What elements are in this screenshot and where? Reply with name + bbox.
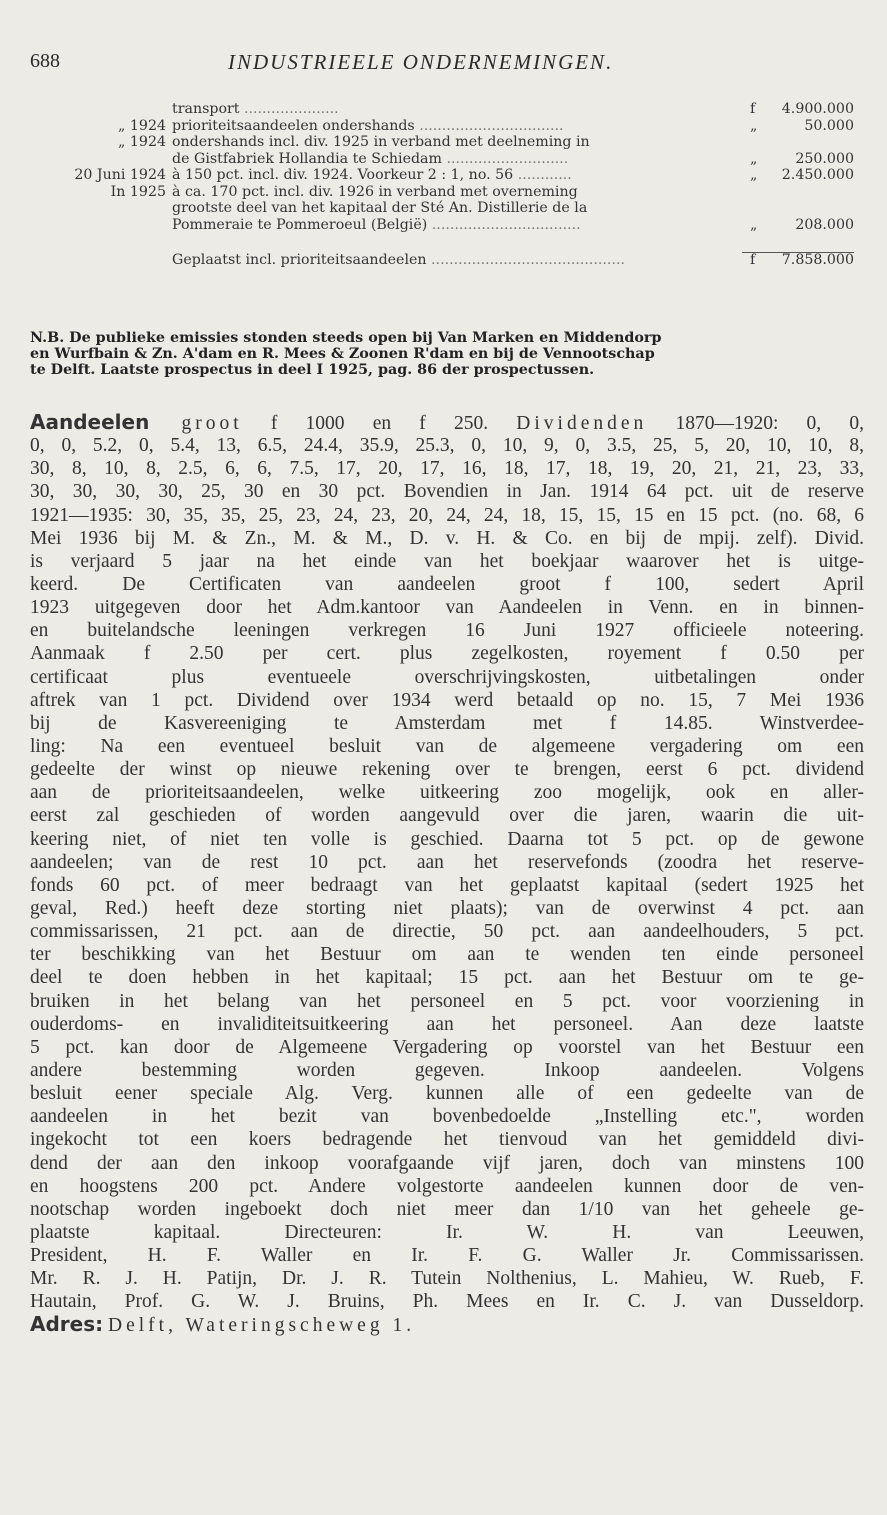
text-line: 30, 8, 10, 8, 2.5, 6, 6, 7.5, 17, 20, 17, 16, 18, 17, 18, 19, 20, 21, 21, 23, 33, — [30, 458, 864, 480]
currency-sign: „ — [750, 216, 758, 233]
currency-sign: f — [750, 101, 756, 117]
ledger-description: à 150 pct. incl. div. 1924. Voorkeur 2 : 1, no. 56 — [172, 167, 514, 183]
text-line: eerst zal geschieden of worden aangevuld over die jaren, waarin die uit- — [30, 805, 864, 827]
ledger-row — [30, 101, 854, 118]
text-line: 1921—1935: 30, 35, 35, 25, 23, 24, 23, 20, 24, 24, 18, 15, 15, 15 en 15 pct. (no. 68, 6 — [30, 504, 864, 526]
text-line: 1923 uitgegeven door het Adm.kantoor van Aandeelen in Venn. en in binnen- — [30, 597, 864, 619]
text-line: Hautain, Prof. G. W. J. Bruins, Ph. Mees en Ir. C. J. van Dusseldorp. — [30, 1291, 864, 1313]
text-line: Aanmaak f 2.50 per cert. plus zegelkosten, royement f 0.50 per — [30, 643, 864, 665]
nota-bene — [30, 330, 864, 378]
currency-sign: „ — [750, 117, 758, 134]
ledger-text — [172, 217, 742, 234]
text-line: aandeelen; van de rest 10 pct. aan het reservefonds (zoodra het reserve- — [30, 851, 864, 873]
ledger-description: à ca. 170 pct. incl. div. 1926 in verband met overneming — [172, 183, 578, 200]
text-line: ling: Na een eventueel besluit van de algemeene vergadering om een — [30, 735, 864, 757]
ledger-description: de Gistfabriek Hollandia te Schiedam — [172, 150, 442, 167]
text-line: aandeelen in het bezit van bovenbedoelde „Instelling etc.", worden — [30, 1106, 864, 1128]
text-line: bij de Kasvereeniging te Amsterdam met f 14.85. Winstverdee- — [30, 712, 864, 734]
text-line: fonds 60 pct. of meer bedraagt van het geplaatst kapitaal (sedert 1925 het — [30, 874, 864, 896]
spaced-word: Dividenden — [516, 413, 648, 434]
ledger-text — [172, 184, 742, 201]
text-line: ingekocht tot een koers bedragende het tienvoud van het gemiddeld divi- — [30, 1129, 864, 1151]
ledger-rows — [30, 101, 854, 233]
text-line: aan de prioriteitsaandeelen, welke uitkeering zoo mogelijk, ook en aller- — [30, 782, 864, 804]
currency-sign: „ — [750, 167, 758, 183]
text-line: 5 pct. kan door de Algemeene Vergadering op voorstel van het Bestuur een — [30, 1036, 864, 1058]
ledger-description: Pommeraie te Pommeroeul (België) — [172, 216, 428, 233]
leader-dots: ........................................... — [431, 252, 625, 268]
text-line: certificaat plus eventueele overschrijvingskosten, uitbetalingen onder — [30, 666, 864, 688]
total-label: Geplaatst incl. prioriteitsaandeelen — [172, 252, 427, 268]
text-line: geval, Red.) heeft deze storting niet plaats); van de overwinst 4 pct. aan — [30, 897, 864, 919]
address-line — [30, 1313, 864, 1336]
text-line: plaatste kapitaal. Directeuren: Ir. W. H. van Leeuwen, — [30, 1221, 864, 1243]
text-line: keerd. De Certificaten van aandeelen groot f 100, sedert April — [30, 573, 864, 595]
text-line: deel te doen hebben in het kapitaal; 15 pct. aan het Bestuur om te ge- — [30, 967, 864, 989]
text-run: groot — [149, 413, 243, 434]
body-lines — [30, 434, 864, 1313]
text-line: ouderdoms- en invaliditeitsuitkeering aan het personeel. Aan deze laatste — [30, 1013, 864, 1035]
amount-value: 208.000 — [795, 216, 854, 233]
address-value: Delft, Wateringscheweg 1. — [108, 1315, 416, 1337]
ledger-row — [30, 200, 854, 217]
ledger-description: ondershands incl. div. 1925 in verband met deelneming in — [172, 134, 590, 150]
currency-sign: „ — [750, 150, 758, 167]
ledger-row — [30, 134, 854, 151]
currency-sign: f — [750, 252, 756, 268]
ledger-row — [30, 118, 854, 135]
text-run: 1870—1920: 0, 0, — [647, 413, 864, 434]
text-line: en hoogstens 200 pct. Andere volgestorte aandeelen kunnen door de ven- — [30, 1175, 864, 1197]
amount-value: 2.450.000 — [781, 167, 854, 183]
ledger-description: grootste deel van het kapitaal der Sté An. Distillerie de la — [172, 200, 588, 216]
ledger-row — [30, 217, 854, 234]
text-line: en buitelandsche leeningen verkregen 16 Juni 1927 officieele noteering. — [30, 620, 864, 642]
ledger-row — [30, 151, 854, 168]
ledger-text — [172, 101, 742, 118]
leader-dots: ................................. — [431, 216, 581, 233]
text-line: Mei 1936 bij M. & Zn., M. & M., D. v. H. & Co. en bij de mpij. zelf). Divid. — [30, 527, 864, 549]
ledger-text — [172, 118, 742, 135]
text-line: President, H. F. Waller en Ir. F. G. Waller Jr. Commissarissen. — [30, 1245, 864, 1267]
text-line: 0, 0, 5.2, 0, 5.4, 13, 6.5, 24.4, 35.9, 25.3, 0, 10, 9, 0, 3.5, 25, 5, 20, 10, 10, 8, — [30, 435, 864, 457]
ledger-date: In 1925 — [110, 183, 166, 200]
ledger-amount — [750, 167, 854, 184]
leader-dots: ..................... — [243, 101, 339, 117]
section-label-aandeelen: Aandeelen — [30, 411, 150, 434]
ledger-text — [172, 134, 742, 151]
ledger-text — [172, 151, 742, 168]
ledger-text — [172, 252, 742, 269]
ledger-row — [30, 167, 854, 184]
ledger-text — [172, 200, 742, 217]
leader-dots: ................................ — [419, 117, 564, 134]
ledger-amount — [750, 118, 854, 135]
section-label-adres: Adres: — [30, 1313, 104, 1337]
leader-dots: ............ — [517, 167, 572, 183]
ledger-description: prioriteitsaandeelen ondershands — [172, 117, 415, 134]
ledger-date: „ 1924 — [118, 134, 166, 150]
ledger-total-row — [30, 252, 854, 269]
text-run: f 1000 en f 250. — [242, 413, 517, 434]
amount-value: 4.900.000 — [781, 101, 854, 117]
running-title: INDUSTRIEELE ONDERNEMINGEN. — [228, 50, 614, 74]
note-line: N.B. De publieke emissies stonden steeds open bij Van Marken en Middendorp — [30, 330, 662, 346]
amount-value: 250.000 — [795, 150, 854, 167]
text-line: aftrek van 1 pct. Dividend over 1934 werd betaald op no. 15, 7 Mei 1936 — [30, 689, 864, 711]
text-line: gedeelte der winst op nieuwe rekening over te brengen, eerst 6 pct. dividend — [30, 759, 864, 781]
amount-value: 50.000 — [804, 117, 854, 134]
leader-dots: ........................... — [446, 150, 569, 167]
text-line: dend der aan den inkoop voorafgaande vijf jaren, doch van minstens 100 — [30, 1152, 864, 1174]
ledger-amount — [750, 101, 854, 118]
ledger-description: transport — [172, 101, 240, 117]
page-number: 688 — [30, 50, 60, 72]
text-line: bruiken in het belang van het personeel en 5 pct. voor voorziening in — [30, 990, 864, 1012]
text-line: andere bestemming worden gegeven. Inkoop aandeelen. Volgens — [30, 1059, 864, 1081]
ledger-amount — [750, 252, 854, 269]
text-line: commissarissen, 21 pct. aan de directie, 50 pct. aan aandeelhouders, 5 pct. — [30, 921, 864, 943]
text-line: besluit eener speciale Alg. Verg. kunnen alle of een gedeelte van de — [30, 1083, 864, 1105]
text-line: is verjaard 5 jaar na het einde van het boekjaar waarover het is uitge- — [30, 550, 864, 572]
text-line — [30, 411, 864, 434]
ledger-date: 20 Juni 1924 — [74, 167, 166, 183]
text-line: 30, 30, 30, 30, 25, 30 en 30 pct. Bovendien in Jan. 1914 64 pct. uit de reserve — [30, 481, 864, 503]
text-line: nootschap worden ingeboekt doch niet meer dan 1/10 van het geheele ge- — [30, 1198, 864, 1220]
text-line: keering niet, of niet ten volle is geschied. Daarna tot 5 pct. op de gewone — [30, 828, 864, 850]
capital-ledger — [30, 101, 854, 269]
ledger-amount — [750, 151, 854, 168]
text-line: Mr. R. J. H. Patijn, Dr. J. R. Tutein Nolthenius, L. Mahieu, W. Rueb, F. — [30, 1268, 864, 1290]
company-description — [30, 411, 864, 1337]
text-line: ter beschikking van het Bestuur om aan te wenden ten einde personeel — [30, 944, 864, 966]
ledger-date: „ 1924 — [118, 117, 166, 134]
ledger-text — [172, 167, 742, 184]
ledger-amount — [750, 217, 854, 234]
ledger-row — [30, 184, 854, 201]
note-line: te Delft. Laatste prospectus in deel I 1925, pag. 86 der prospectussen. — [30, 362, 595, 378]
total-amount: 7.858.000 — [781, 252, 854, 268]
note-line: en Wurfbain & Zn. A'dam en R. Mees & Zoonen R'dam en bij de Vennootschap — [30, 346, 655, 362]
